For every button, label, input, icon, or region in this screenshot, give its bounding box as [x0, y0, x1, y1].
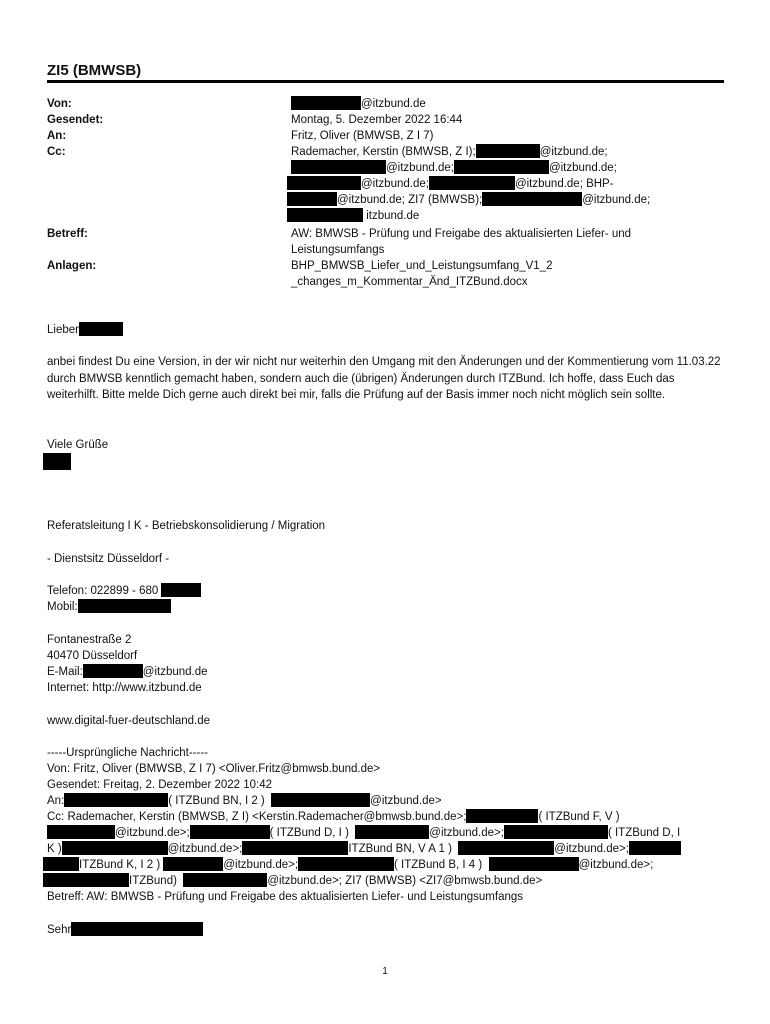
sent-value: Montag, 5. Dezember 2022 16:44: [291, 114, 463, 126]
redaction: [83, 664, 143, 678]
sig-internet: Internet: http://www.itzbund.de: [47, 682, 202, 694]
redaction: [62, 841, 168, 855]
redaction: [163, 857, 223, 871]
redaction: [482, 192, 582, 206]
original-to: An: ( ITZBund BN, I 2 ) @itzbund.de>: [47, 795, 442, 807]
subject-line-2: Leistungsumfangs: [291, 244, 385, 256]
original-sent: Gesendet: Freitag, 2. Dezember 2022 10:42: [47, 779, 273, 791]
redaction: [287, 192, 337, 206]
original-cc-line-2: @itzbund.de>; ( ITZBund D, I ) @itzbund.de>; ( ITZBund D, I: [47, 825, 680, 841]
redaction: [71, 922, 203, 936]
from-label: Von:: [47, 98, 72, 110]
redaction: [454, 160, 549, 174]
subject-label: Betreff:: [47, 228, 88, 240]
from-value: @itzbund.de: [291, 96, 721, 112]
redaction: [298, 857, 394, 871]
original-from: Von: Fritz, Oliver (BMWSB, Z I 7) <Oliver.Fritz@bmwsb.bund.de>: [47, 763, 381, 775]
redaction: [78, 599, 171, 613]
redaction: [489, 857, 579, 871]
sig-mobile: Mobil:: [47, 599, 171, 615]
cc-line-2: @itzbund.de; @itzbund.de;: [291, 160, 721, 176]
redaction: [291, 96, 361, 110]
redaction: [458, 841, 554, 855]
original-cc-line-1: Cc: Rademacher, Kerstin (BMWSB, Z I) <Kerstin.Rademacher@bmwsb.bund.de>; ( ITZBund F, V ): [47, 811, 620, 823]
sig-office: - Dienstsitz Düsseldorf -: [47, 553, 170, 565]
cc-line-1: Rademacher, Kerstin (BMWSB, Z I); @itzbund.de;: [291, 146, 608, 158]
sig-phone: Telefon: 022899 - 680: [47, 583, 201, 599]
redaction: [161, 583, 201, 597]
original-cc-line-5: ITZBund) @itzbund.de>; ZI7 (BMWSB) <ZI7@bmwsb.bund.de>: [43, 873, 542, 889]
to-label: An:: [47, 130, 67, 142]
redaction: [629, 841, 681, 855]
redaction: [271, 793, 370, 807]
title-rule: [47, 80, 724, 83]
redaction: [287, 208, 363, 222]
redaction: [43, 873, 129, 887]
redaction: [79, 322, 123, 336]
redaction: [355, 825, 429, 839]
redaction: [190, 825, 270, 839]
document-title: ZI5 (BMWSB): [47, 62, 142, 79]
page-number: 1: [382, 966, 388, 977]
original-cc-line-3: K ) @itzbund.de>; ITZBund BN, V A 1 ) @itzbund.de>;: [47, 841, 681, 857]
sender-name-redacted: [43, 453, 71, 472]
cc-line-4: @itzbund.de; ZI7 (BMWSB); @itzbund.de;: [287, 192, 717, 208]
redaction: [183, 873, 267, 887]
redaction: [466, 809, 538, 823]
cc-line-5: itzbund.de: [287, 208, 717, 224]
original-salutation: Sehr: [47, 922, 203, 938]
sig-city: 40470 Düsseldorf: [47, 650, 138, 662]
original-cc-line-4: ITZBund K, I 2 ) @itzbund.de>; ( ITZBund B, I 4 ) @itzbund.de>;: [43, 857, 653, 873]
attachment-line-2: _changes_m_Kommentar_Änd_ITZBund.docx: [291, 276, 528, 288]
sent-label: Gesendet:: [47, 114, 104, 126]
cc-line-3: @itzbund.de; @itzbund.de; BHP-: [287, 176, 717, 192]
redaction: [64, 793, 168, 807]
redaction: [287, 176, 361, 190]
original-separator: -----Ursprüngliche Nachricht-----: [47, 747, 209, 759]
sig-dept: Referatsleitung I K - Betriebskonsolidierung / Migration: [47, 520, 326, 532]
closing: Viele Grüße: [47, 439, 109, 451]
redaction: [242, 841, 348, 855]
original-subject: Betreff: AW: BMWSB - Prüfung und Freigabe des aktualisierten Liefer- und Leistungsumfangs: [47, 891, 524, 903]
redaction: [43, 857, 79, 871]
redaction: [476, 144, 540, 158]
redaction: [429, 176, 515, 190]
sig-street: Fontanestraße 2: [47, 634, 132, 646]
redaction: [47, 825, 115, 839]
greeting: Lieber: [47, 322, 123, 338]
cc-label: Cc:: [47, 146, 66, 158]
body-paragraph: anbei findest Du eine Version, in der wir nicht nur weiterhin den Umgang mit den Änderungen und der Kommentierung vom 11.03.22 durch BMWSB kenntlich gemacht haben, sondern auch die (übrigen) Änderungen durch ITZBund. Ich hoffe, dass Euch das weiterhilft. Bitte melde Dich gerne auch direkt bei mir, falls die Prüfung auf der Basis immer noch nicht möglich sein sollte.: [47, 356, 721, 401]
sig-web: www.digital-fuer-deutschland.de: [47, 715, 211, 727]
sig-email: E-Mail: @itzbund.de: [47, 666, 208, 678]
attachment-line-1: BHP_BMWSB_Liefer_und_Leistungsumfang_V1_2: [291, 260, 553, 272]
to-value: Fritz, Oliver (BMWSB, Z I 7): [291, 130, 434, 142]
subject-line-1: AW: BMWSB - Prüfung und Freigabe des aktualisierten Liefer- und: [291, 228, 632, 240]
attachments-label: Anlagen:: [47, 260, 97, 272]
redaction: [291, 160, 386, 174]
redaction: [43, 453, 71, 470]
redaction: [504, 825, 608, 839]
